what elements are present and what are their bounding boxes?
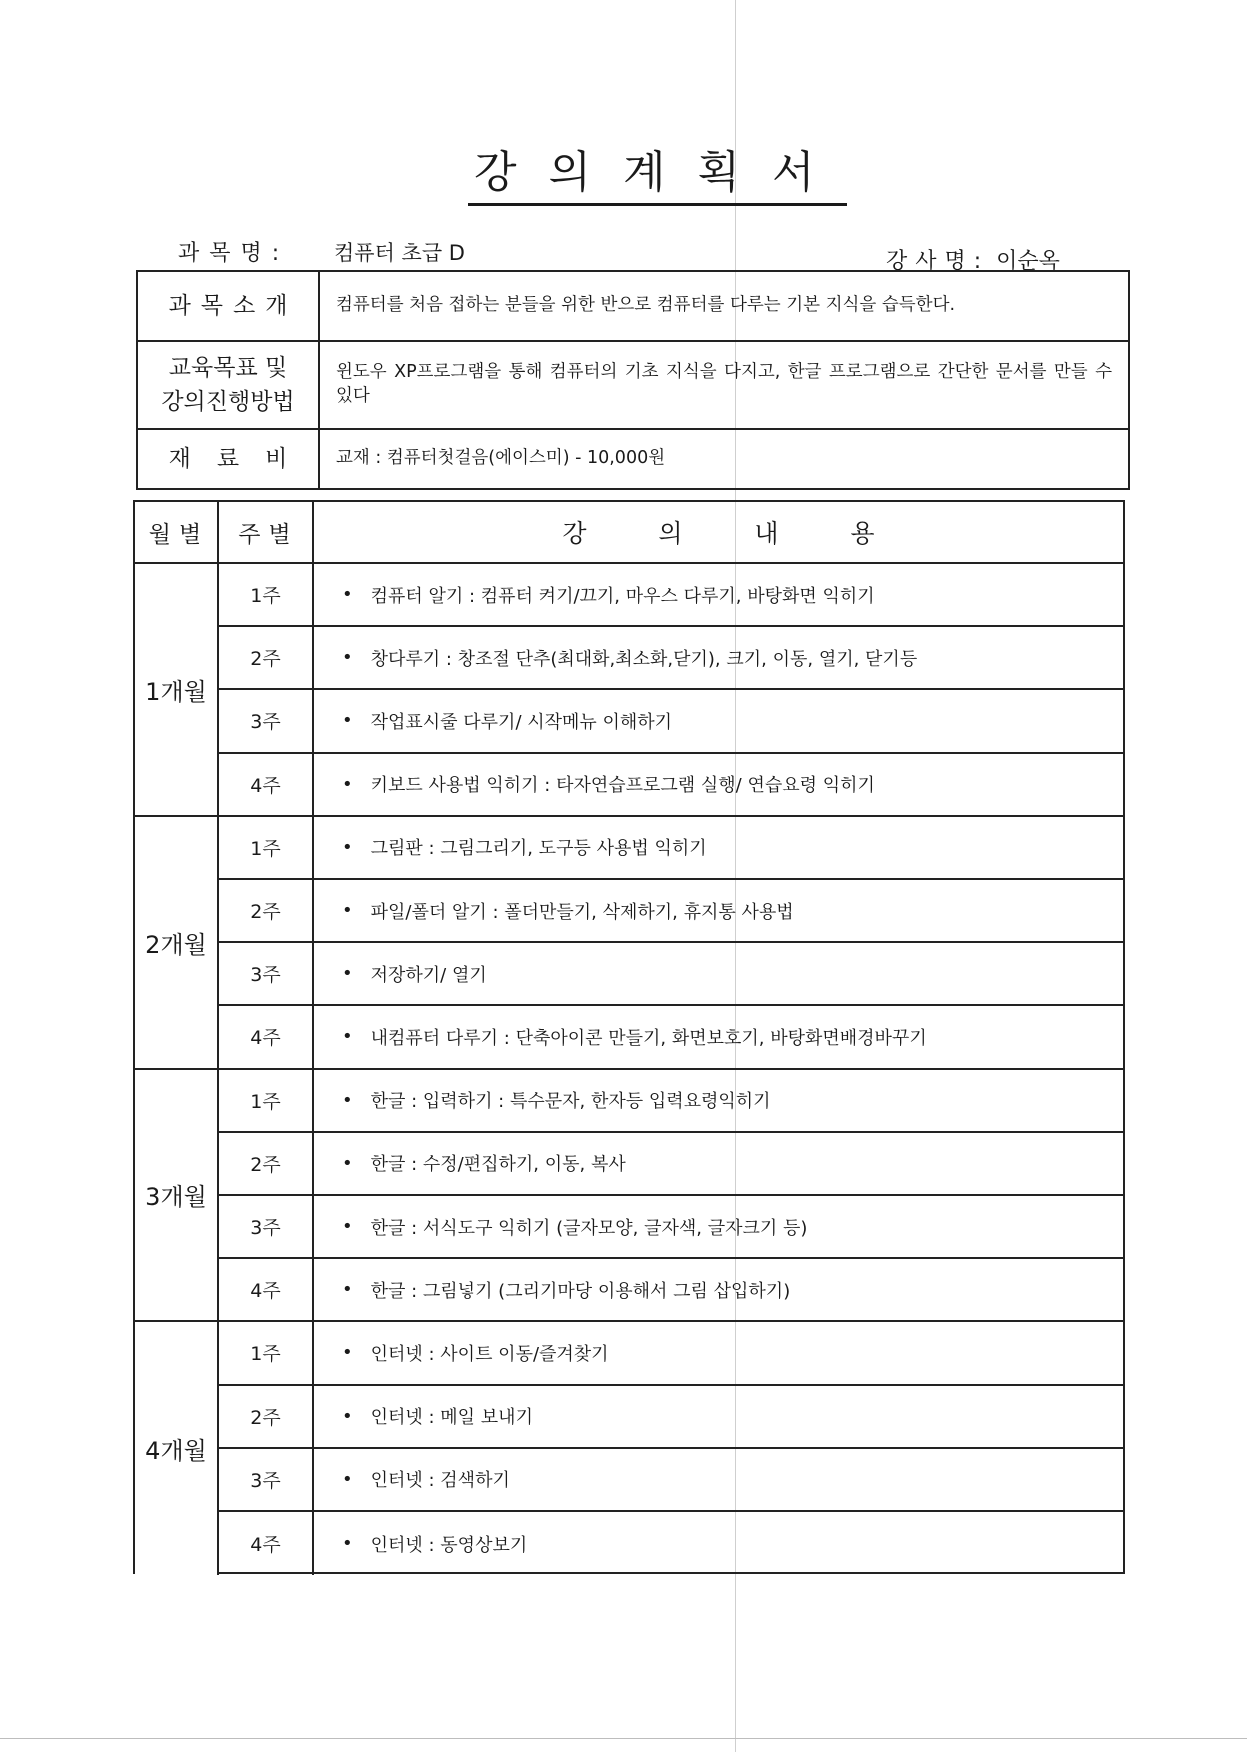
schedule-row <box>135 1449 1123 1512</box>
lecture-content-text: 그림판 : 그림그리기, 도구등 사용법 익히기 <box>370 838 707 860</box>
bullet-icon: • <box>342 1279 353 1301</box>
week-cell: 2주 <box>219 1133 314 1194</box>
week-cell: 1주 <box>219 1070 314 1131</box>
instructor-value: 이순옥 <box>996 249 1060 274</box>
lecture-content-cell <box>314 1512 1123 1575</box>
instructor-label: 강사명: <box>886 249 990 274</box>
schedule-row <box>135 1133 1123 1196</box>
lecture-content-text: 인터넷 : 검색하기 <box>370 1470 510 1492</box>
info-value: 교재 : 컴퓨터첫걸음(에이스미) - 10,000원 <box>336 448 666 469</box>
schedule-row <box>135 1386 1123 1449</box>
schedule-row <box>135 943 1123 1006</box>
bullet-icon: • <box>342 836 353 858</box>
week-cell: 2주 <box>219 627 314 688</box>
week-column-header: 주별 <box>219 502 314 562</box>
lecture-content-cell <box>314 1259 1123 1320</box>
bullet-icon: • <box>342 647 353 669</box>
month-label: 3개월 <box>135 1070 219 1323</box>
week-cell: 3주 <box>219 1196 314 1257</box>
lecture-content-text: 내컴퓨터 다루기 : 단축아이콘 만들기, 화면보호기, 바탕화면배경바꾸기 <box>370 1027 927 1049</box>
info-row-intro <box>138 272 1128 342</box>
lecture-content-cell <box>314 1196 1123 1257</box>
lecture-content-text: 인터넷 : 동영상보기 <box>370 1534 528 1556</box>
schedule-row <box>135 1196 1123 1259</box>
schedule-row <box>135 1070 1123 1133</box>
bullet-icon: • <box>342 1405 353 1427</box>
lecture-content-cell <box>314 1386 1123 1447</box>
week-cell: 4주 <box>219 1259 314 1320</box>
schedule-row <box>135 880 1123 943</box>
info-label: 재료비 <box>138 430 320 488</box>
lecture-content-cell <box>314 564 1123 625</box>
week-cell: 1주 <box>219 1322 314 1383</box>
lecture-content-text: 창다루기 : 창조절 단추(최대화,최소화,닫기), 크기, 이동, 열기, 닫기등 <box>370 648 918 670</box>
course-name-label: 과목명: <box>178 241 290 266</box>
schedule-row <box>135 1259 1123 1322</box>
info-label: 과목소개 <box>138 272 320 340</box>
week-cell: 1주 <box>219 564 314 625</box>
schedule-row <box>135 1006 1123 1069</box>
bullet-icon: • <box>342 900 353 922</box>
info-label: 교육목표 및 강의진행방법 <box>138 342 320 428</box>
lecture-content-text: 키보드 사용법 익히기 : 타자연습프로그램 실행/ 연습요령 익히기 <box>370 775 875 797</box>
bullet-icon: • <box>342 773 353 795</box>
scan-bottom-edge <box>0 1738 1247 1739</box>
lecture-content-cell <box>314 1070 1123 1131</box>
lecture-content-cell <box>314 1133 1123 1194</box>
course-name-value: 컴퓨터 초급 D <box>334 241 465 265</box>
lecture-content-cell <box>314 817 1123 878</box>
lecture-content-cell <box>314 1449 1123 1510</box>
lecture-content-cell <box>314 627 1123 688</box>
schedule-row <box>135 1322 1123 1385</box>
bullet-icon: • <box>342 963 353 985</box>
schedule-row <box>135 1512 1123 1575</box>
lecture-schedule-table <box>133 500 1125 1574</box>
bullet-icon: • <box>342 1152 353 1174</box>
month-column-header: 월별 <box>135 502 219 562</box>
schedule-row <box>135 754 1123 817</box>
course-info-table <box>136 270 1130 490</box>
lecture-content-cell <box>314 1322 1123 1383</box>
lecture-content-text: 인터넷 : 사이트 이동/즐겨찾기 <box>370 1343 609 1365</box>
bullet-icon: • <box>342 710 353 732</box>
lecture-content-text: 컴퓨터 알기 : 컴퓨터 켜기/끄기, 마우스 다루기, 바탕화면 익히기 <box>370 585 875 607</box>
lecture-content-cell <box>314 690 1123 751</box>
bullet-icon: • <box>342 1216 353 1238</box>
week-cell: 4주 <box>219 1512 314 1575</box>
schedule-row <box>135 690 1123 753</box>
schedule-header-row <box>135 502 1123 564</box>
info-value: 컴퓨터를 처음 접하는 분들을 위한 반으로 컴퓨터를 다루는 기본 지식을 습득한다. <box>336 295 956 316</box>
month-label: 2개월 <box>135 817 219 1070</box>
lecture-content-text: 한글 : 입력하기 : 특수문자, 한자등 입력요령익히기 <box>370 1091 771 1113</box>
bullet-icon: • <box>342 1342 353 1364</box>
bullet-icon: • <box>342 1089 353 1111</box>
bullet-icon: • <box>342 1468 353 1490</box>
week-cell: 2주 <box>219 880 314 941</box>
info-value: 윈도우 XP프로그램을 통해 컴퓨터의 기초 지식을 다지고, 한글 프로그램으로 간단한 문서를 만들 수 있다 <box>336 362 1112 406</box>
content-column-header: 강 의 내 용 <box>562 519 875 548</box>
bullet-icon: • <box>342 1533 353 1555</box>
week-cell: 3주 <box>219 1449 314 1510</box>
lecture-content-text: 한글 : 수정/편집하기, 이동, 복사 <box>370 1154 626 1176</box>
week-cell: 4주 <box>219 1006 314 1067</box>
month-label: 4개월 <box>135 1322 219 1575</box>
lecture-content-cell <box>314 880 1123 941</box>
lecture-content-cell <box>314 943 1123 1004</box>
lecture-content-text: 인터넷 : 메일 보내기 <box>370 1407 533 1429</box>
schedule-row <box>135 817 1123 880</box>
info-row-materials <box>138 430 1128 488</box>
week-cell: 1주 <box>219 817 314 878</box>
week-cell: 4주 <box>219 754 314 815</box>
lecture-content-cell <box>314 754 1123 815</box>
info-row-goals <box>138 342 1128 430</box>
page-title: 강의계획서 <box>468 148 847 206</box>
week-cell: 3주 <box>219 943 314 1004</box>
schedule-row <box>135 564 1123 627</box>
lecture-content-text: 한글 : 서식도구 익히기 (글자모양, 글자색, 글자크기 등) <box>370 1217 808 1239</box>
week-cell: 2주 <box>219 1386 314 1447</box>
bullet-icon: • <box>342 1026 353 1048</box>
lecture-content-cell <box>314 1006 1123 1067</box>
week-cell: 3주 <box>219 690 314 751</box>
lecture-content-text: 파일/폴더 알기 : 폴더만들기, 삭제하기, 휴지통 사용법 <box>370 901 794 923</box>
schedule-row <box>135 627 1123 690</box>
bullet-icon: • <box>342 584 353 606</box>
lecture-content-text: 저장하기/ 열기 <box>370 964 487 986</box>
lecture-content-text: 한글 : 그림넣기 (그리기마당 이용해서 그림 삽입하기) <box>370 1280 791 1302</box>
lecture-content-text: 작업표시줄 다루기/ 시작메뉴 이해하기 <box>370 711 673 733</box>
month-label: 1개월 <box>135 564 219 817</box>
